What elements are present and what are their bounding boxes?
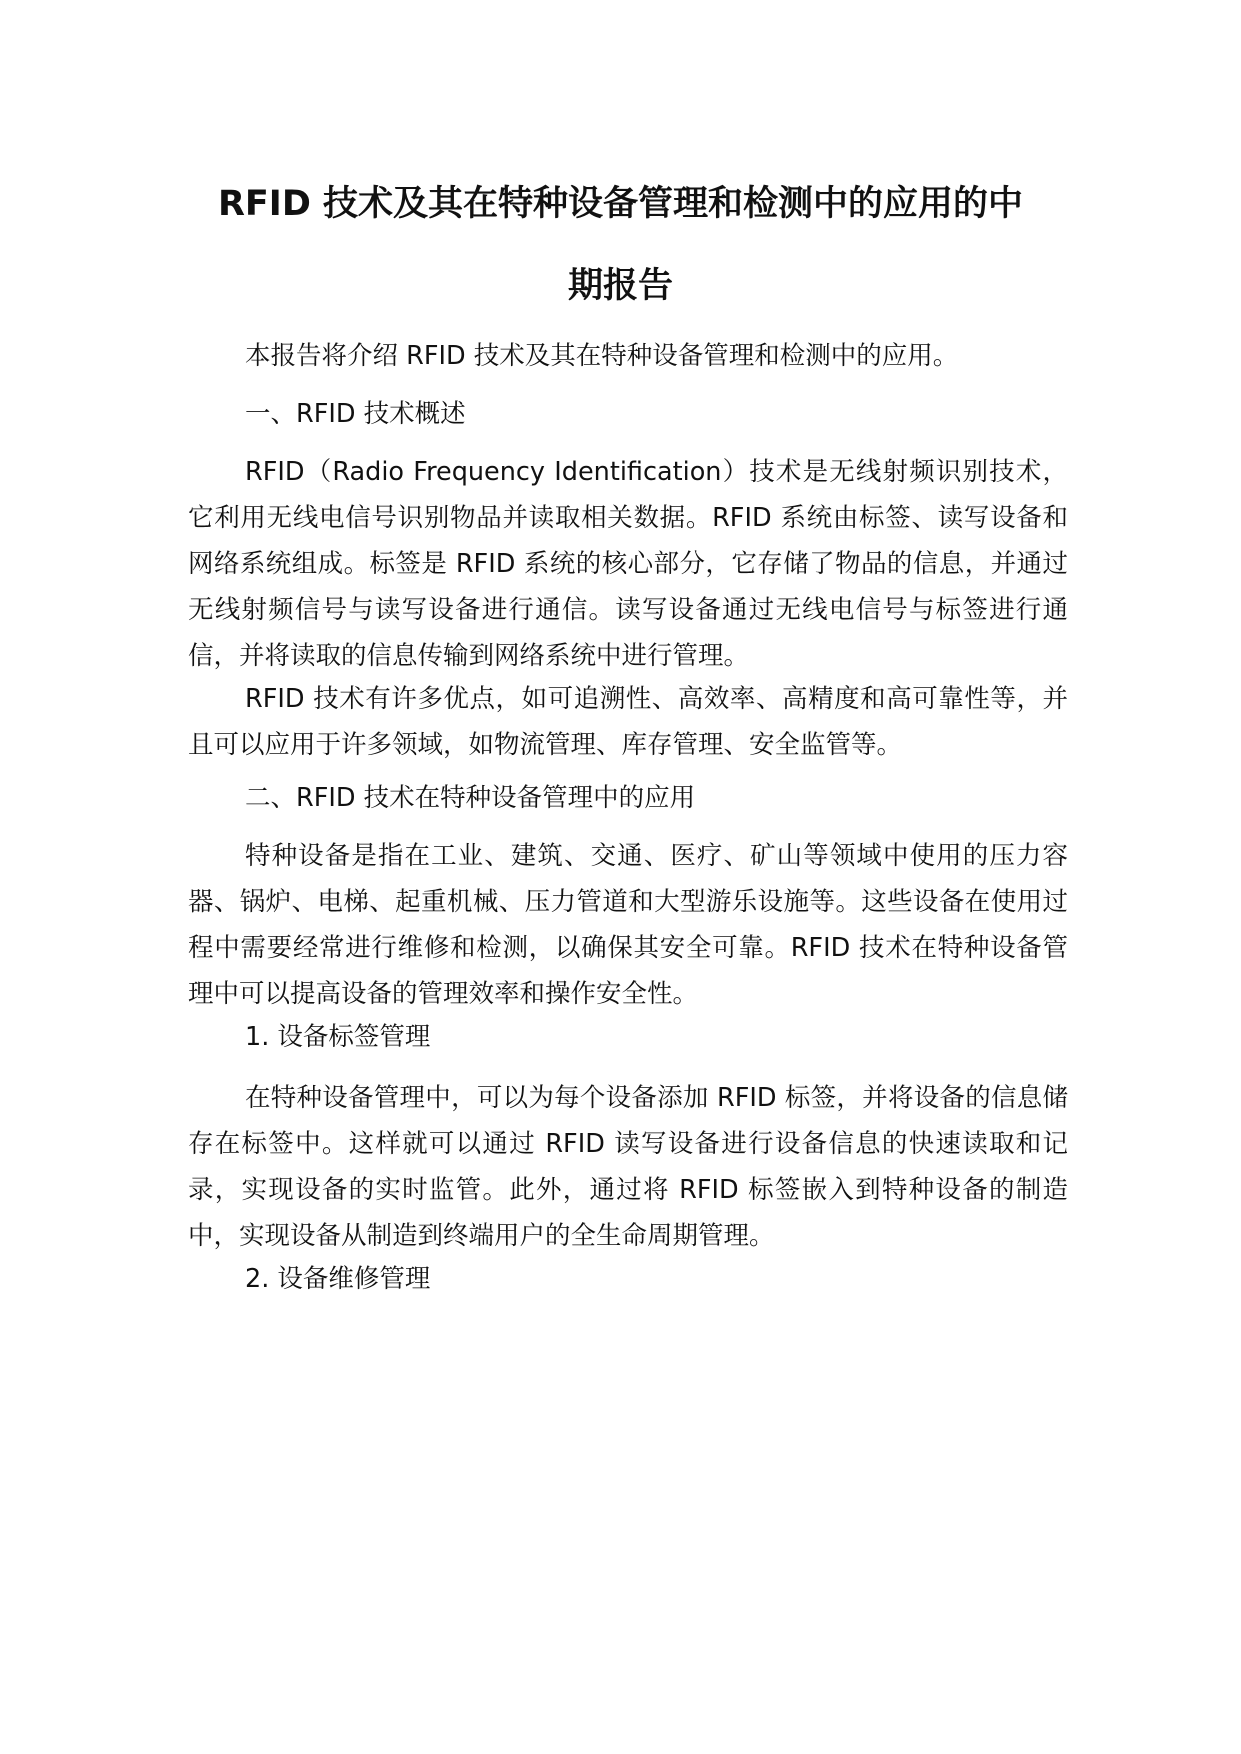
- section-1-paragraph-2: RFID 技术有许多优点，如可追溯性、高效率、高精度和高可靠性等，并且可以应用于许多领域，如物流管理、库存管理、安全监管等。: [188, 684, 1068, 760]
- subsection-2-heading: 2. 设备维修管理: [245, 1264, 431, 1294]
- subsection-1-heading: 1. 设备标签管理: [245, 1022, 431, 1052]
- section-1-heading: 一、RFID 技术概述: [245, 399, 466, 429]
- section-1-paragraph-1: RFID（Radio Frequency Identification）技术是无线射频识别技术，它利用无线电信号识别物品并读取相关数据。RFID 系统由标签、读写设备和网络系统组成。标签是 RFID 系统的核心部分，它存储了物品的信息，并通过无线射频信号与读写设备进行通信。读写设备通过无线电信号与标签进行通信，并将读取的信息传输到网络系统中进行管理。: [188, 457, 1068, 671]
- section-2-heading: 二、RFID 技术在特种设备管理中的应用: [245, 783, 696, 813]
- intro-paragraph: 本报告将介绍 RFID 技术及其在特种设备管理和检测中的应用。: [245, 341, 959, 371]
- document-title-line-1: RFID 技术及其在特种设备管理和检测中的应用的中: [217, 184, 1024, 224]
- subsection-1-paragraph: 在特种设备管理中，可以为每个设备添加 RFID 标签，并将设备的信息储存在标签中。这样就可以通过 RFID 读写设备进行设备信息的快速读取和记录，实现设备的实时监管。此外，通过将 RFID 标签嵌入到特种设备的制造中，实现设备从制造到终端用户的全生命周期管理。: [188, 1083, 1068, 1251]
- section-2-paragraph-1: 特种设备是指在工业、建筑、交通、医疗、矿山等领域中使用的压力容器、锅炉、电梯、起重机械、压力管道和大型游乐设施等。这些设备在使用过程中需要经常进行维修和检测，以确保其安全可靠。RFID 技术在特种设备管理中可以提高设备的管理效率和操作安全性。: [188, 841, 1068, 1009]
- document-title-line-2: 期报告: [567, 266, 673, 306]
